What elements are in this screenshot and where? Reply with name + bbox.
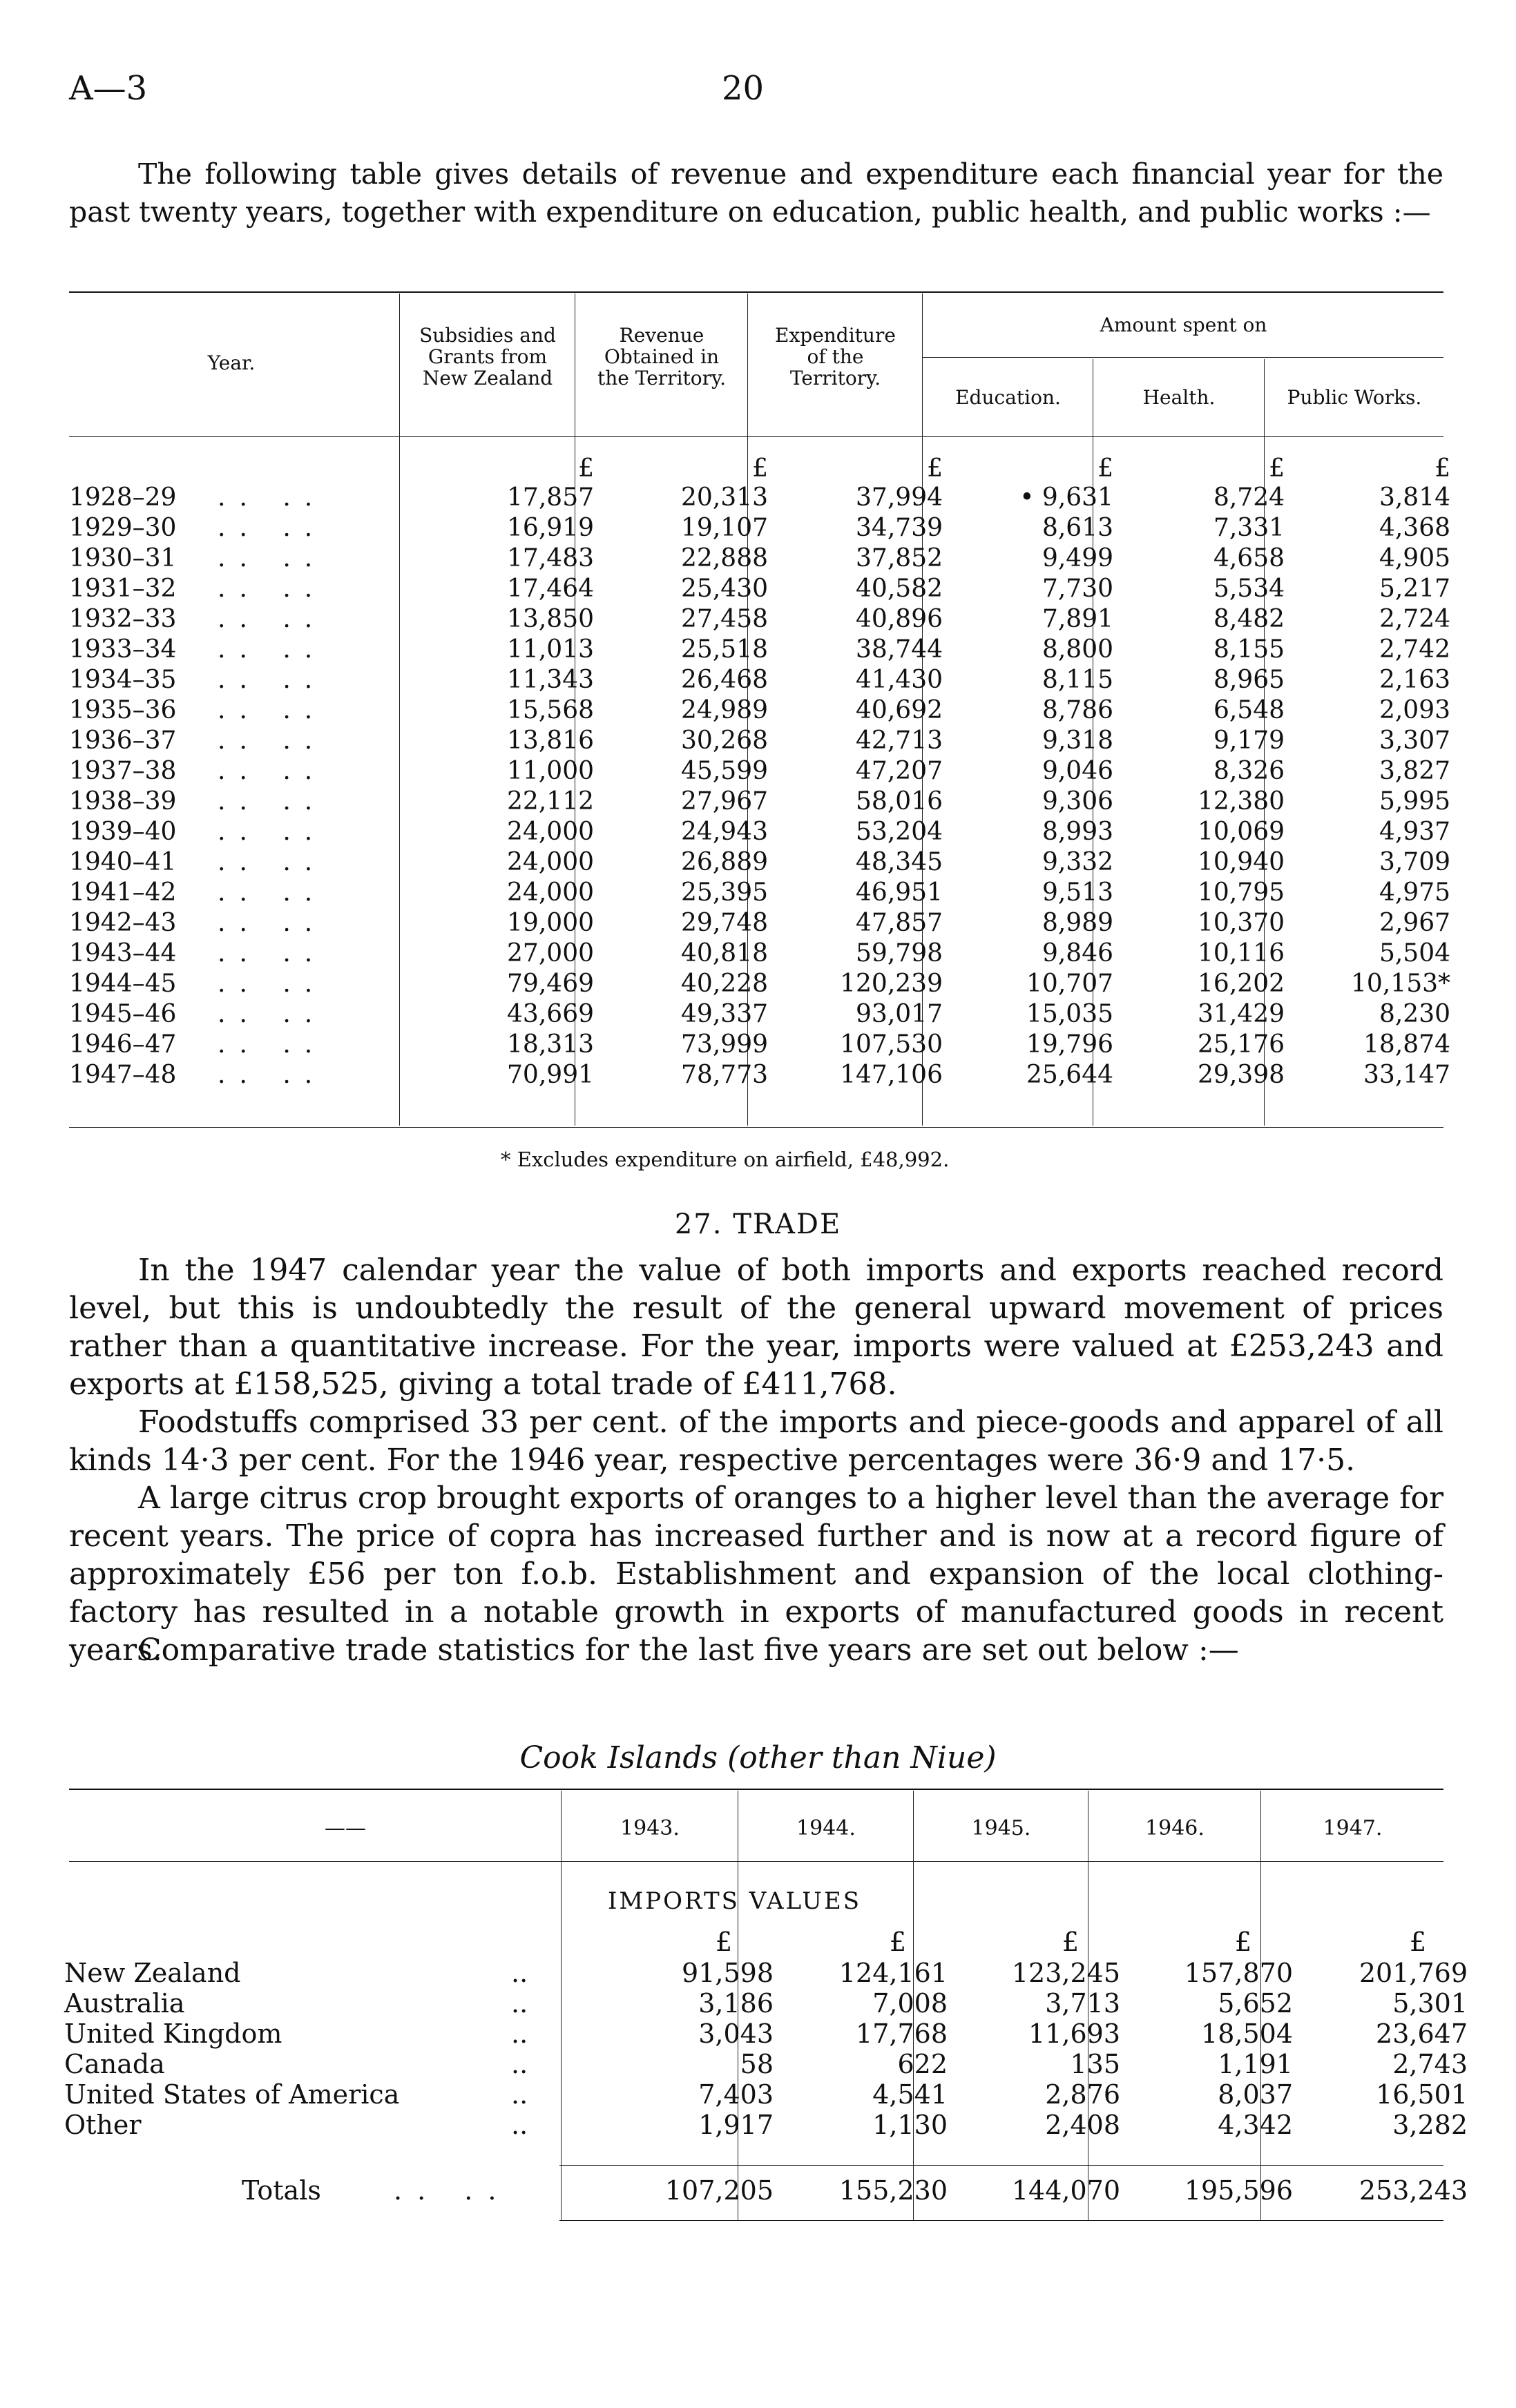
leader-dots: .. (511, 2110, 528, 2140)
public-works-cell: 5,217 (1379, 575, 1450, 603)
header-line: Expenditure (775, 324, 896, 347)
value-cell: 3,713 (1045, 1988, 1120, 2019)
table-row (69, 544, 1450, 575)
leader-dots: .. .. (218, 696, 327, 724)
education-cell: 25,644 (1026, 1061, 1113, 1089)
education-cell: 7,891 (1042, 605, 1113, 633)
leader-dots: .. (511, 2019, 528, 2049)
table-row (69, 726, 1450, 757)
expenditure-cell: 120,239 (840, 970, 943, 998)
public-works-cell: 2,163 (1379, 666, 1450, 694)
table-row (69, 666, 1450, 696)
education-cell: 9,846 (1042, 939, 1113, 967)
health-cell: 6,548 (1213, 696, 1285, 724)
health-cell: 25,176 (1198, 1030, 1285, 1059)
value-cell: 58 (740, 2049, 774, 2079)
leader-dots: .. .. (218, 483, 327, 512)
table-row (69, 787, 1450, 818)
education-cell: 9,306 (1042, 787, 1113, 816)
table-row (64, 1988, 1468, 2019)
currency-symbol: £ (1234, 1927, 1251, 1957)
subsidies-cell: 18,313 (507, 1030, 594, 1059)
health-cell: 7,331 (1213, 514, 1285, 542)
health-cell: 5,534 (1213, 575, 1285, 603)
education-cell: 8,800 (1042, 635, 1113, 664)
education-cell: 9,513 (1042, 878, 1113, 907)
leader-dots: .. .. (218, 848, 327, 876)
education-cell: 7,730 (1042, 575, 1113, 603)
health-cell: 8,965 (1213, 666, 1285, 694)
expenditure-cell: 34,739 (856, 514, 943, 542)
leader-dots: .. (511, 2079, 528, 2110)
page-number: 20 (722, 69, 765, 108)
leader-dots: .. .. (218, 970, 327, 998)
table-row (64, 2049, 1468, 2079)
header-line: the Territory. (597, 367, 727, 389)
subsidies-cell: 17,857 (507, 483, 594, 512)
value-cell: 3,186 (698, 1988, 774, 2019)
revenue-cell: 20,313 (681, 483, 768, 512)
revenue-cell: 40,818 (681, 939, 768, 967)
table-row (69, 514, 1450, 544)
education-cell: 8,613 (1042, 514, 1113, 542)
subsidies-cell: 27,000 (507, 939, 594, 967)
public-works-cell: 18,874 (1363, 1030, 1450, 1059)
currency-row (69, 454, 1450, 485)
header-public-works: Public Works. (1287, 386, 1422, 409)
header-amount-spent: Amount spent on (1100, 314, 1267, 336)
currency-symbol: £ (1269, 454, 1285, 483)
subsidies-cell: 13,850 (507, 605, 594, 633)
currency-symbol: £ (578, 454, 594, 483)
year-cell: 1945–46 (69, 1000, 177, 1028)
health-cell: 8,482 (1213, 605, 1285, 633)
table-row (64, 2079, 1468, 2110)
subsidies-cell: 11,000 (507, 757, 594, 785)
value-cell: 2,743 (1392, 2049, 1468, 2079)
health-cell: 8,155 (1213, 635, 1285, 664)
public-works-cell: 3,814 (1379, 483, 1450, 512)
public-works-cell: 3,307 (1379, 726, 1450, 755)
year-cell: 1939–40 (69, 818, 177, 846)
year-cell: 1930–31 (69, 544, 177, 572)
subsidies-cell: 24,000 (507, 848, 594, 876)
country-label: Australia (64, 1988, 185, 2019)
subsidies-cell: 70,991 (507, 1061, 594, 1089)
year-cell: 1942–43 (69, 909, 177, 937)
table-row (69, 970, 1450, 1000)
subsidies-cell: 17,483 (507, 544, 594, 572)
leader-dots: .. .. (218, 878, 327, 907)
totals-cell: 155,230 (838, 2175, 948, 2206)
revenue-cell: 73,999 (681, 1030, 768, 1059)
year-cell: 1947–48 (69, 1061, 177, 1089)
expenditure-cell: 40,692 (856, 696, 943, 724)
expenditure-cell: 46,951 (856, 878, 943, 907)
totals-row (69, 2175, 1468, 2206)
totals-cell: 253,243 (1359, 2175, 1468, 2206)
country-label: Canada (64, 2049, 165, 2079)
subsidies-cell: 22,112 (507, 787, 594, 816)
year-header: 1944. (796, 1816, 856, 1840)
value-cell: 1,130 (872, 2110, 948, 2140)
health-cell: 16,202 (1198, 970, 1285, 998)
totals-cell: 195,596 (1184, 2175, 1293, 2206)
revenue-cell: 27,458 (681, 605, 768, 633)
header-line: of the (807, 345, 864, 368)
expenditure-cell: 58,016 (856, 787, 943, 816)
table-row (69, 605, 1450, 635)
header-line: Grants from (428, 345, 548, 368)
education-cell: 9,332 (1042, 848, 1113, 876)
totals-label: Totals (242, 2175, 321, 2206)
education-cell: 8,989 (1042, 909, 1113, 937)
expenditure-cell: 47,857 (856, 909, 943, 937)
public-works-cell: 3,827 (1379, 757, 1450, 785)
leader-dots: .. .. (218, 514, 327, 542)
year-header: 1947. (1323, 1816, 1383, 1840)
subsidies-cell: 24,000 (507, 818, 594, 846)
year-cell: 1938–39 (69, 787, 177, 816)
expenditure-cell: 47,207 (856, 757, 943, 785)
health-cell: 9,179 (1213, 726, 1285, 755)
public-works-cell: 5,504 (1379, 939, 1450, 967)
value-cell: 622 (897, 2049, 948, 2079)
table-top-rule (69, 1789, 1443, 1790)
leader-dots: .. .. (218, 757, 327, 785)
revenue-cell: 78,773 (681, 1061, 768, 1089)
revenue-cell: 19,107 (681, 514, 768, 542)
country-label: United States of America (64, 2079, 400, 2110)
expenditure-cell: 37,852 (856, 544, 943, 572)
country-label: New Zealand (64, 1958, 241, 1988)
table-caption: Cook Islands (other than Niue) (519, 1740, 997, 1775)
education-cell: • 9,631 (1019, 483, 1113, 512)
table-row (69, 818, 1450, 848)
revenue-cell: 27,967 (681, 787, 768, 816)
education-cell: 9,046 (1042, 757, 1113, 785)
header-line: Revenue (619, 324, 704, 347)
revenue-cell: 26,468 (681, 666, 768, 694)
year-cell: 1933–34 (69, 635, 177, 664)
health-cell: 4,658 (1213, 544, 1285, 572)
table-row (69, 848, 1450, 878)
header-year: Year. (207, 351, 256, 374)
subsidies-cell: 19,000 (507, 909, 594, 937)
year-cell: 1944–45 (69, 970, 177, 998)
revenue-cell: 40,228 (681, 970, 768, 998)
public-works-cell: 4,905 (1379, 544, 1450, 572)
blank-column-header: —— (325, 1816, 366, 1840)
totals-cell: 144,070 (1011, 2175, 1120, 2206)
country-label: United Kingdom (64, 2019, 282, 2049)
revenue-cell: 25,395 (681, 878, 768, 907)
health-cell: 12,380 (1198, 787, 1285, 816)
value-cell: 135 (1070, 2049, 1120, 2079)
subsidies-cell: 24,000 (507, 878, 594, 907)
education-cell: 10,707 (1026, 970, 1113, 998)
expenditure-cell: 40,896 (856, 605, 943, 633)
year-cell: 1941–42 (69, 878, 177, 907)
year-header: 1943. (620, 1816, 680, 1840)
health-cell: 29,398 (1198, 1061, 1285, 1089)
table-row (69, 1030, 1450, 1061)
public-works-cell: 4,368 (1379, 514, 1450, 542)
currency-symbol: £ (715, 1927, 732, 1957)
imports-subheading: IMPORTS VALUES (608, 1887, 862, 1915)
public-works-cell: 2,724 (1379, 605, 1450, 633)
leader-dots: .. .. (218, 909, 327, 937)
currency-row (69, 1927, 1443, 1957)
year-cell: 1940–41 (69, 848, 177, 876)
table-header-rule (69, 436, 1443, 437)
revenue-cell: 24,943 (681, 818, 768, 846)
education-cell: 19,796 (1026, 1030, 1113, 1059)
value-cell: 124,161 (838, 1958, 948, 1988)
value-cell: 91,598 (682, 1958, 774, 1988)
leader-dots: .. (511, 1988, 528, 2019)
table-row (64, 2019, 1468, 2049)
revenue-cell: 29,748 (681, 909, 768, 937)
education-cell: 8,115 (1042, 666, 1113, 694)
header-education: Education. (955, 386, 1061, 409)
year-cell: 1935–36 (69, 696, 177, 724)
currency-symbol: £ (1097, 454, 1113, 483)
currency-symbol: £ (752, 454, 768, 483)
expenditure-cell: 41,430 (856, 666, 943, 694)
totals-rule (559, 2165, 1443, 2166)
value-cell: 2,876 (1045, 2079, 1120, 2110)
public-works-cell: 10,153* (1351, 970, 1450, 998)
leader-dots: .. .. (218, 939, 327, 967)
subsidies-cell: 13,816 (507, 726, 594, 755)
leader-dots: .. .. (218, 1000, 327, 1028)
table-bottom-rule (69, 1127, 1443, 1128)
revenue-cell: 25,430 (681, 575, 768, 603)
health-cell: 10,370 (1198, 909, 1285, 937)
public-works-cell: 8,230 (1379, 1000, 1450, 1028)
education-cell: 9,318 (1042, 726, 1113, 755)
revenue-cell: 22,888 (681, 544, 768, 572)
revenue-cell: 24,989 (681, 696, 768, 724)
header-line: Obtained in (604, 345, 720, 368)
education-cell: 15,035 (1026, 1000, 1113, 1028)
public-works-cell: 33,147 (1363, 1061, 1450, 1089)
year-cell: 1932–33 (69, 605, 177, 633)
table-row (69, 878, 1450, 909)
subsidies-cell: 11,013 (507, 635, 594, 664)
value-cell: 11,693 (1028, 2019, 1120, 2049)
value-cell: 5,301 (1392, 1988, 1468, 2019)
expenditure-cell: 59,798 (856, 939, 943, 967)
revenue-cell: 25,518 (681, 635, 768, 664)
public-works-cell: 4,975 (1379, 878, 1450, 907)
value-cell: 7,403 (698, 2079, 774, 2110)
value-cell: 3,282 (1392, 2110, 1468, 2140)
expenditure-cell: 53,204 (856, 818, 943, 846)
leader-dots: .. (511, 2049, 528, 2079)
education-cell: 8,786 (1042, 696, 1113, 724)
leader-dots: .. .. (218, 787, 327, 816)
totals-cell: 107,205 (664, 2175, 774, 2206)
table-bottom-rule (559, 2220, 1443, 2221)
table-row (69, 696, 1450, 726)
expenditure-cell: 40,582 (856, 575, 943, 603)
trade-paragraph: Foodstuffs comprised 33 per cent. of the imports and piece-goods and apparel of all kinds 14·3 per cent. For the 1946 year, respective percentages were 36·9 and 17·5. (69, 1405, 1443, 1478)
year-cell: 1928–29 (69, 483, 177, 512)
value-cell: 2,408 (1045, 2110, 1120, 2140)
intro-paragraph: The following table gives details of revenue and expenditure each financial year for the past twenty years, together with expenditure on education, public health, and public works :— (69, 157, 1443, 229)
health-cell: 31,429 (1198, 1000, 1285, 1028)
health-cell: 10,940 (1198, 848, 1285, 876)
header-expenditure (749, 325, 922, 389)
leader-dots: .. .. (218, 726, 327, 755)
revenue-cell: 45,599 (681, 757, 768, 785)
value-cell: 7,008 (872, 1988, 948, 2019)
subsidies-cell: 43,669 (507, 1000, 594, 1028)
currency-symbol: £ (1062, 1927, 1079, 1957)
header-revenue (576, 325, 747, 389)
expenditure-cell: 37,994 (856, 483, 943, 512)
expenditure-cell: 38,744 (856, 635, 943, 664)
table-row (69, 757, 1450, 787)
value-cell: 5,652 (1218, 1988, 1293, 2019)
table-row (69, 635, 1450, 666)
trade-paragraph: Comparative trade statistics for the last five years are set out below :— (138, 1632, 1239, 1668)
value-cell: 8,037 (1218, 2079, 1293, 2110)
value-cell: 16,501 (1376, 2079, 1468, 2110)
year-cell: 1934–35 (69, 666, 177, 694)
year-cell: 1931–32 (69, 575, 177, 603)
leader-dots: .. .. (218, 575, 327, 603)
table-row (69, 483, 1450, 514)
table-top-rule (69, 291, 1443, 293)
education-cell: 9,499 (1042, 544, 1113, 572)
health-cell: 10,069 (1198, 818, 1285, 846)
year-cell: 1937–38 (69, 757, 177, 785)
expenditure-cell: 48,345 (856, 848, 943, 876)
value-cell: 18,504 (1201, 2019, 1293, 2049)
table-row (64, 2110, 1468, 2140)
year-cell: 1929–30 (69, 514, 177, 542)
expenditure-cell: 147,106 (840, 1061, 943, 1089)
revenue-cell: 30,268 (681, 726, 768, 755)
leader-dots: .. .. (218, 666, 327, 694)
leader-dots: .. (511, 1958, 528, 1988)
year-cell: 1943–44 (69, 939, 177, 967)
education-cell: 8,993 (1042, 818, 1113, 846)
country-label: Other (64, 2110, 142, 2140)
currency-symbol: £ (889, 1927, 906, 1957)
value-cell: 23,647 (1376, 2019, 1468, 2049)
health-cell: 10,116 (1198, 939, 1285, 967)
table-header-rule (69, 1861, 1443, 1862)
revenue-cell: 26,889 (681, 848, 768, 876)
value-cell: 123,245 (1011, 1958, 1120, 1988)
value-cell: 4,342 (1218, 2110, 1293, 2140)
table-row (64, 1958, 1468, 1988)
leader-dots: .. .. (218, 635, 327, 664)
currency-symbol: £ (927, 454, 943, 483)
value-cell: 201,769 (1359, 1958, 1468, 1988)
leader-dots: .. .. (218, 544, 327, 572)
year-header: 1945. (971, 1816, 1031, 1840)
health-cell: 8,724 (1213, 483, 1285, 512)
leader-dots: .. .. (218, 818, 327, 846)
value-cell: 4,541 (872, 2079, 948, 2110)
public-works-cell: 2,093 (1379, 696, 1450, 724)
year-cell: 1936–37 (69, 726, 177, 755)
currency-symbol: £ (1409, 1927, 1426, 1957)
header-subsidies (401, 325, 575, 389)
subsidies-cell: 11,343 (507, 666, 594, 694)
trade-paragraph: In the 1947 calendar year the value of both imports and exports reached record level, but this is undoubtedly the result of the general upward movement of prices rather than a quantitative increase. For the year, imports were valued at £253,243 and exports at £158,525, giving a total trade of £411,768. (69, 1253, 1443, 1402)
table-row (69, 1061, 1450, 1091)
header-line: Territory. (789, 367, 881, 389)
header-line: New Zealand (422, 367, 553, 389)
table-row (69, 1000, 1450, 1030)
leader-dots: .. .. (218, 605, 327, 633)
value-cell: 1,917 (698, 2110, 774, 2140)
value-cell: 1,191 (1218, 2049, 1293, 2079)
expenditure-cell: 42,713 (856, 726, 943, 755)
table-row (69, 909, 1450, 939)
header-health: Health. (1142, 386, 1216, 409)
public-works-cell: 5,995 (1379, 787, 1450, 816)
table-row (69, 939, 1450, 970)
value-cell: 3,043 (698, 2019, 774, 2049)
document-code: A—3 (69, 69, 148, 108)
year-cell: 1946–47 (69, 1030, 177, 1059)
currency-symbol: £ (1435, 454, 1450, 483)
subsidies-cell: 79,469 (507, 970, 594, 998)
table-footnote: * Excludes expenditure on airfield, £48,992. (501, 1148, 950, 1171)
expenditure-cell: 93,017 (856, 1000, 943, 1028)
value-cell: 157,870 (1184, 1958, 1293, 1988)
subsidies-cell: 17,464 (507, 575, 594, 603)
health-cell: 10,795 (1198, 878, 1285, 907)
health-cell: 8,326 (1213, 757, 1285, 785)
trade-paragraph: A large citrus crop brought exports of oranges to a higher level than the average for recent years. The price of copra has increased further and is now at a record figure of approximately £56 per ton f.o.b. Establishment and expansion of the local clothing-factory has resulted in a notable growth in exports of manufactured goods in recent years. (69, 1481, 1443, 1668)
leader-dots: .. .. (218, 1030, 327, 1059)
public-works-cell: 2,967 (1379, 909, 1450, 937)
value-cell: 17,768 (856, 2019, 948, 2049)
leader-dots: .. .. (394, 2175, 512, 2206)
revenue-cell: 49,337 (681, 1000, 768, 1028)
section-title: 27. TRADE (674, 1208, 842, 1240)
table-row (69, 575, 1450, 605)
header-line: Subsidies and (419, 324, 556, 347)
year-header: 1946. (1145, 1816, 1205, 1840)
public-works-cell: 2,742 (1379, 635, 1450, 664)
subsidies-cell: 15,568 (507, 696, 594, 724)
public-works-cell: 3,709 (1379, 848, 1450, 876)
amount-spent-rule (922, 357, 1443, 358)
expenditure-cell: 107,530 (840, 1030, 943, 1059)
leader-dots: .. .. (218, 1061, 327, 1089)
subsidies-cell: 16,919 (507, 514, 594, 542)
public-works-cell: 4,937 (1379, 818, 1450, 846)
